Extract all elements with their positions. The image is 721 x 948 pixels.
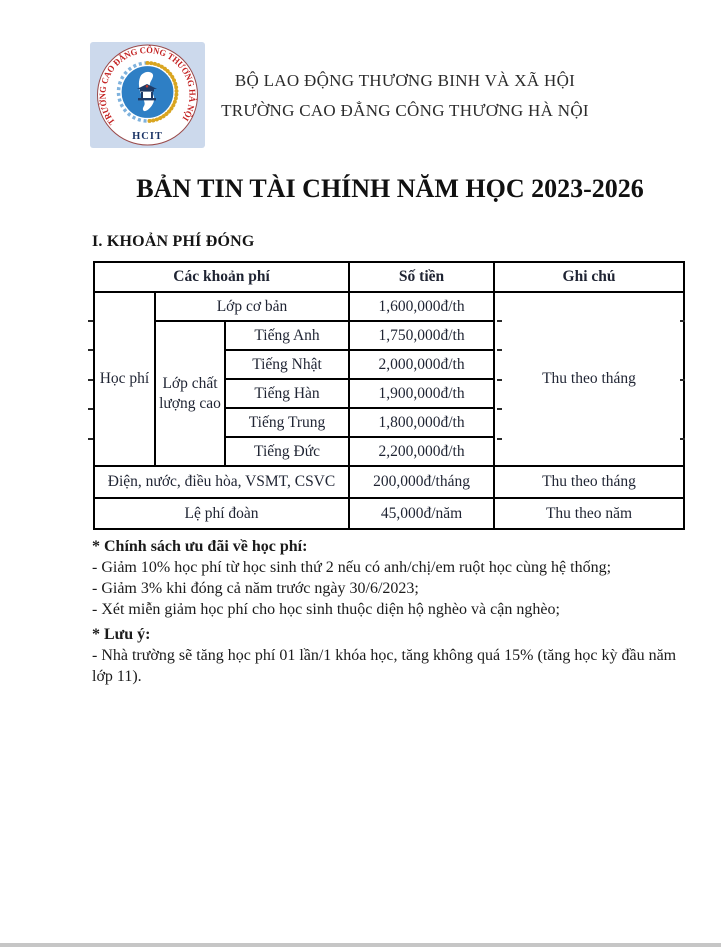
utilities-amount: 200,000đ/tháng (349, 466, 494, 498)
row-tick (497, 408, 502, 410)
ministry-name: BỘ LAO ĐỘNG THƯƠNG BINH VÀ XÃ HỘI (234, 71, 576, 90)
row-tick (88, 408, 93, 410)
utilities-label: Điện, nước, điều hòa, VSMT, CSVC (94, 466, 349, 498)
language-label: Tiếng Trung (225, 408, 349, 437)
logo-ring-text: TRƯỜNG CAO ĐẲNG CÔNG THƯƠNG HÀ NỘI (97, 44, 198, 127)
basic-class-label: Lớp cơ bản (155, 292, 349, 321)
page-bottom-edge (0, 943, 721, 947)
policy-item: - Xét miễn giảm học phí cho học sinh thuộc diện hộ nghèo và cận nghèo; (92, 601, 560, 618)
row-tick (497, 379, 502, 381)
fee-table (93, 261, 685, 530)
attention-heading: * Lưu ý: (92, 626, 151, 643)
row-tick (680, 438, 685, 440)
section-heading: I. KHOẢN PHÍ ĐÓNG (92, 233, 255, 250)
row-tick (497, 320, 502, 322)
row-tick (680, 379, 685, 381)
attention-item: - Nhà trường sẽ tăng học phí 01 lần/1 khóa học, tăng không quá 15% (tăng học kỳ đầu năm lớp 11). (92, 647, 677, 685)
policy-item: - Giảm 10% học phí từ học sinh thứ 2 nếu có anh/chị/em ruột học cùng hệ thống; (92, 559, 612, 576)
language-amount: 2,000,000đ/th (349, 350, 494, 379)
quality-group-label: Lớp chất lượng cao (155, 321, 225, 466)
language-label: Tiếng Đức (225, 437, 349, 466)
page-title: BẢN TIN TÀI CHÍNH NĂM HỌC 2023-2026 (136, 174, 644, 203)
col-header-amount: Số tiền (349, 262, 494, 292)
union-fee-note: Thu theo năm (494, 498, 684, 529)
tuition-group-label: Học phí (94, 292, 155, 466)
row-tick (88, 438, 93, 440)
table-row (94, 498, 684, 529)
table-row (94, 466, 684, 498)
policy-heading: * Chính sách ưu đãi về học phí: (92, 538, 308, 555)
row-tick (88, 320, 93, 322)
row-tick (497, 438, 502, 440)
policy-item: - Giảm 3% khi đóng cả năm trước ngày 30/6/2023; (92, 580, 419, 597)
language-label: Tiếng Anh (225, 321, 349, 350)
language-label: Tiếng Nhật (225, 350, 349, 379)
row-tick (88, 379, 93, 381)
table-header-row (94, 262, 684, 292)
row-tick (680, 320, 685, 322)
basic-class-amount: 1,600,000đ/th (349, 292, 494, 321)
language-label: Tiếng Hàn (225, 379, 349, 408)
language-amount: 1,800,000đ/th (349, 408, 494, 437)
language-amount: 1,750,000đ/th (349, 321, 494, 350)
row-tick (88, 349, 93, 351)
tuition-note: Thu theo tháng (494, 292, 684, 466)
union-fee-amount: 45,000đ/năm (349, 498, 494, 529)
letterhead (205, 66, 605, 126)
col-header-note: Ghi chú (494, 262, 684, 292)
language-amount: 1,900,000đ/th (349, 379, 494, 408)
row-tick (497, 349, 502, 351)
notes-section (92, 536, 677, 687)
utilities-note: Thu theo tháng (494, 466, 684, 498)
union-fee-label: Lệ phí đoàn (94, 498, 349, 529)
school-logo-icon (90, 42, 205, 148)
col-header-fees: Các khoản phí (94, 262, 349, 292)
table-row (94, 292, 684, 321)
logo-abbr-text: HCIT (132, 131, 163, 142)
school-name: TRƯỜNG CAO ĐẲNG CÔNG THƯƠNG HÀ NỘI (221, 101, 589, 120)
language-amount: 2,200,000đ/th (349, 437, 494, 466)
